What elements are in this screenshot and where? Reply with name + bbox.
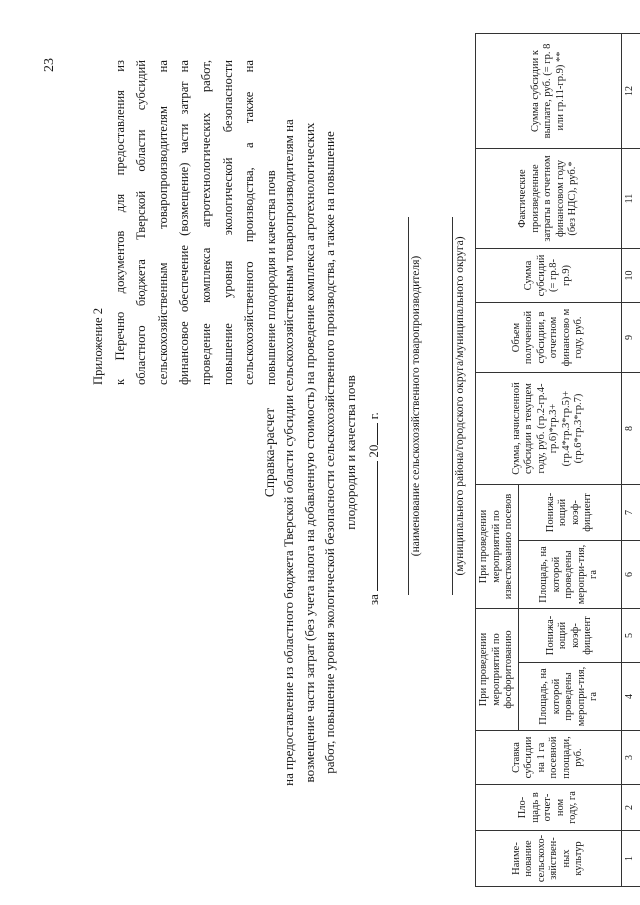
appendix-line: проведение комплекса агротехнологических работ, xyxy=(198,60,213,385)
period-year-blank xyxy=(365,423,378,445)
appendix-line: сельскохозяйственным товаропроизводителям на xyxy=(155,60,170,385)
column-number: 3 xyxy=(621,731,640,785)
header-group-liming: При проведении мероприятий по известкованию посевов xyxy=(476,485,519,609)
column-number: 4 xyxy=(621,663,640,731)
producer-name-line xyxy=(408,217,409,595)
period-blank xyxy=(365,461,378,591)
period-middle: 20 xyxy=(366,444,381,458)
header-phosphor-area: Площадь, на которой проведены меропри-тия, га xyxy=(518,663,621,731)
header-liming-coef: Понижа-ющий коэф-фициент xyxy=(518,485,621,541)
appendix-line: финансовое обеспечение (возмещение) части затрат на xyxy=(177,60,192,385)
header-liming-area: Площадь, на которой проведены меропри-тия, га xyxy=(518,541,621,609)
page-number: 23 xyxy=(42,58,57,72)
column-number: 11 xyxy=(621,149,640,249)
period-prefix: за xyxy=(366,594,381,605)
subtitle-line: возмещение части затрат (без учета налога на добавленную стоимость) на проведение комплекса агротехнологических xyxy=(301,122,317,783)
period-line xyxy=(365,285,382,605)
period-suffix: г. xyxy=(366,412,381,420)
appendix-line: областного бюджета Тверской области субсидий xyxy=(134,60,149,385)
column-number: 7 xyxy=(621,485,640,541)
header-area: Пло-щадь в отчет-ном году, га xyxy=(476,785,622,831)
header-accrued-sum: Сумма, начисленной субсидии в текущем году, руб. (гр.2-гр.4-гр.6)*гр.3+ (гр.4*гр.3*гр.5)+ (гр.6*гр.3*гр.7) xyxy=(476,373,622,485)
appendix-block xyxy=(88,60,282,385)
subtitle-line: работ, повышение уровня экологической безопасности сельскохозяйственного производства, а также на повышение xyxy=(322,131,337,774)
header-received-volume: Объем полученной субсидии, в отчетном финансово м году, руб. xyxy=(476,303,622,373)
appendix-line: повышение уровня экологической безопасности xyxy=(220,60,235,385)
subtitle-line: плодородия и качества почв xyxy=(342,375,358,530)
header-actual-costs: Фактические произведенные затраты в отчетном финансовом году (без НДС), руб.* xyxy=(476,149,622,249)
appendix-line: сельскохозяйственного производства, а также на xyxy=(242,60,257,385)
header-crop-name: Наиме-нование сельскохо-зяйствен-ных культур xyxy=(476,831,622,887)
column-number: 2 xyxy=(621,785,640,831)
subtitle-line: на предоставление из областного бюджета Тверской области субсидии сельскохозяйственным товаропроизводителям на xyxy=(281,119,296,786)
header-payout-sum: Сумма субсидии к выплате, руб. (= гр. 8 или гр.11-гр.9) ** xyxy=(476,34,622,149)
column-number: 5 xyxy=(621,609,640,663)
appendix-line: повышение плодородия и качества почв xyxy=(263,170,278,385)
column-number: 12 xyxy=(621,34,640,149)
header-rate: Ставка субсидии на 1 га посевной площади, руб. xyxy=(476,731,622,785)
calculation-table xyxy=(475,33,640,887)
table-header-row xyxy=(476,34,519,887)
column-number: 6 xyxy=(621,541,640,609)
producer-caption: (наименование сельскохозяйственного товаропроизводителя) xyxy=(410,255,422,557)
appendix-line: к Перечню документов для предоставления из xyxy=(112,60,127,385)
appendix-title: Приложение 2 xyxy=(91,307,105,385)
document-subtitle xyxy=(279,30,361,875)
header-phosphor-coef: Понижа-ющий коэф-фициент xyxy=(518,609,621,663)
column-number: 1 xyxy=(621,831,640,887)
column-number: 9 xyxy=(621,303,640,373)
document-title: Справка-расчет xyxy=(262,407,277,498)
header-subsidy-sum: Сумма субсидий (= гр.8- гр.9) xyxy=(476,249,622,303)
district-caption: (муниципального района/городского округа/муниципального округа) xyxy=(454,236,466,576)
column-number-row xyxy=(621,34,640,887)
header-group-phosphor: При проведении мероприятий по фосфоритованию xyxy=(476,609,519,731)
column-number: 8 xyxy=(621,373,640,485)
district-name-line xyxy=(452,217,453,595)
column-number: 10 xyxy=(621,249,640,303)
